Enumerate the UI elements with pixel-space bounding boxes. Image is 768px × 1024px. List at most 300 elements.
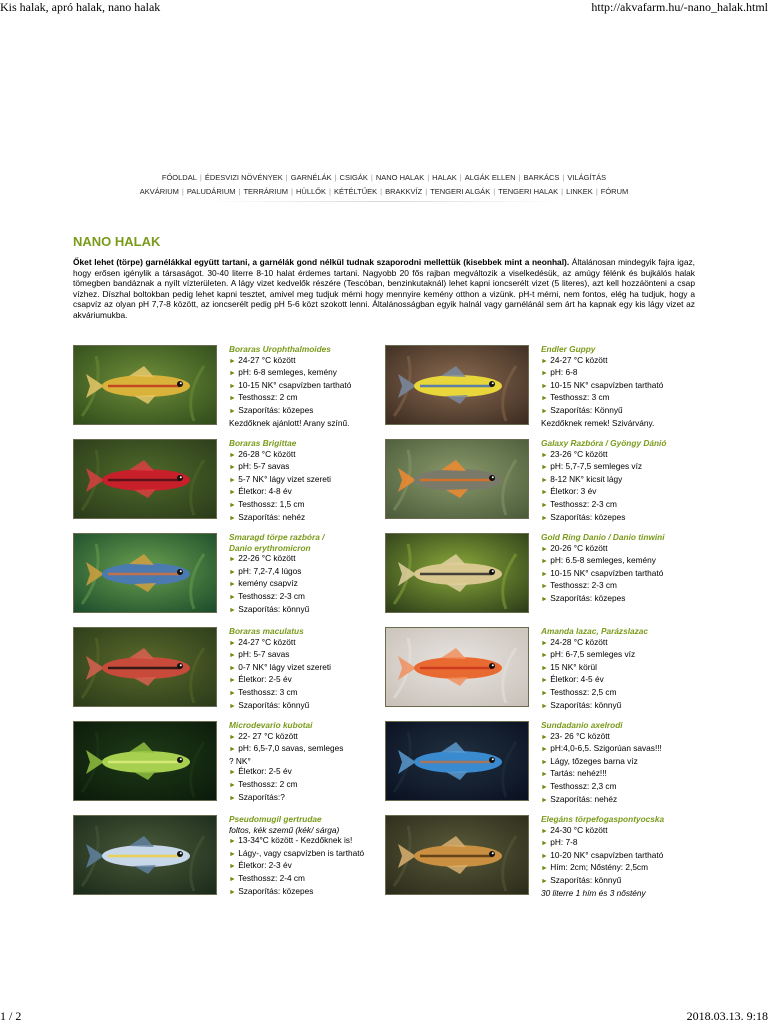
fish-info: [229, 344, 389, 428]
fish-fact: [229, 380, 389, 393]
page-title: Kis halak, apró halak, nano halak: [0, 0, 161, 14]
fish-fact-text: 24-28 °C között: [550, 636, 608, 647]
print-datetime: 2018.03.13. 9:18: [686, 1009, 768, 1023]
nav-separator: |: [425, 187, 428, 196]
fish-photo: [385, 533, 529, 613]
fish-fact-text: Életkor: 2-5 év: [238, 674, 292, 685]
bullet-arrow-icon: ►: [229, 769, 236, 777]
fish-fact-text: 10-15 NK° csapvízben tartható: [550, 379, 664, 390]
fish-fact-text: 10-15 NK° csapvízben tartható: [238, 379, 352, 390]
nav-link[interactable]: CSIGÁK: [339, 173, 368, 182]
nav-link[interactable]: TERRÁRIUM: [243, 187, 289, 196]
fish-fact-text: Szaporítás: közepes: [550, 511, 626, 522]
fish-fact: [229, 687, 389, 700]
nav-link[interactable]: TENGERI ALGÁK: [430, 187, 491, 196]
fish-fact: [229, 731, 389, 744]
fish-fact: [541, 731, 701, 744]
fish-card: [73, 627, 383, 709]
fish-fact-text: 30 literre 1 hím és 3 nőstény: [541, 887, 646, 898]
nav-link[interactable]: ÉDESVIZI NÖVÉNYEK: [204, 173, 283, 182]
fish-fact-text: Szaporítás: Könnyű: [550, 404, 623, 415]
fish-fact-text: Testhossz: 2-3 cm: [238, 590, 305, 601]
nav-link[interactable]: TENGERI HALAK: [498, 187, 559, 196]
fish-fact-text: 24-30 °C között: [550, 824, 608, 835]
fish-fact-text: 13-34°C között - Kezdőknek is!: [238, 835, 353, 846]
fish-fact: [229, 591, 389, 604]
fish-fact: [229, 779, 389, 792]
fish-fact-text: Életkor: 2-3 év: [238, 860, 292, 871]
bullet-arrow-icon: ►: [541, 865, 548, 873]
fish-fact: [229, 474, 389, 487]
fish-fact: [229, 604, 389, 617]
fish-fact-text: Testhossz: 2-3 cm: [550, 580, 617, 591]
bullet-arrow-icon: ►: [541, 382, 548, 390]
fish-fact-text: Életkor: 2-5 év: [238, 766, 292, 777]
bullet-arrow-icon: ►: [541, 746, 548, 754]
nav-separator: |: [238, 187, 241, 196]
fish-photo: [385, 345, 529, 425]
nav-link[interactable]: NANO HALAK: [375, 173, 425, 182]
nav-link[interactable]: BARKÁCS: [523, 173, 560, 182]
fish-fact-text: 24-27 °C között: [238, 354, 296, 365]
nav-separator: |: [285, 173, 288, 182]
bullet-arrow-icon: ►: [229, 370, 236, 378]
fish-fact-text: Testhossz: 3 cm: [238, 686, 298, 697]
fish-fact: [541, 392, 701, 405]
nav-link[interactable]: ALGÁK ELLEN: [464, 173, 516, 182]
nav-separator: |: [329, 187, 331, 196]
fish-fact: [541, 662, 701, 675]
bullet-arrow-icon: ►: [229, 593, 236, 601]
intro-paragraph: [73, 257, 695, 321]
bullet-arrow-icon: ►: [541, 877, 548, 885]
fish-photo: [73, 627, 217, 707]
fish-fact-text: 5-7 NK° lágy vizet szereti: [238, 473, 332, 484]
fish-info: [541, 626, 701, 712]
fish-fact: [229, 637, 389, 650]
fish-fact: [541, 781, 701, 794]
fish-fact: [541, 580, 701, 593]
bullet-arrow-icon: ►: [229, 568, 236, 576]
fish-fact-text: 0-7 NK° lágy vizet szereti: [238, 661, 332, 672]
bullet-arrow-icon: ►: [229, 689, 236, 697]
fish-fact: [229, 848, 389, 861]
fish-fact-text: 10-15 NK° csapvízben tartható: [550, 567, 664, 578]
fish-fact-text: Testhossz: 2-3 cm: [550, 498, 617, 509]
bullet-arrow-icon: ►: [541, 733, 548, 741]
fish-fact: [229, 461, 389, 474]
fish-fact-text: pH: 6-8 semleges, kemény: [238, 367, 337, 378]
fish-fact: [229, 792, 389, 805]
page-number: 1 / 2: [0, 1009, 22, 1023]
fish-fact: [229, 873, 389, 886]
bullet-arrow-icon: ►: [229, 652, 236, 660]
fish-fact: [541, 499, 701, 512]
nav-link[interactable]: LINKEK: [566, 187, 593, 196]
fish-name[interactable]: Boraras Urophthalmoides: [229, 344, 331, 354]
fish-fact: [229, 578, 389, 591]
bullet-arrow-icon: ►: [229, 781, 236, 789]
bullet-arrow-icon: ►: [541, 652, 548, 660]
fish-fact: [229, 860, 389, 873]
bullet-arrow-icon: ►: [229, 639, 236, 647]
bullet-arrow-icon: ►: [541, 852, 548, 860]
fish-fact: [541, 862, 701, 875]
bullet-arrow-icon: ►: [541, 570, 548, 578]
nav-link[interactable]: HALAK: [432, 173, 457, 182]
bullet-arrow-icon: ►: [541, 840, 548, 848]
fish-fact: [229, 835, 389, 848]
fish-fact-text: Szaporítás: közepes: [238, 404, 314, 415]
fish-fact-text: pH: 5-7 savas: [238, 649, 290, 660]
fish-fact: [541, 405, 701, 418]
fish-fact: [229, 449, 389, 462]
fish-fact: [541, 418, 701, 429]
fish-fact: [541, 367, 701, 380]
fish-fact-text: Szaporítás: nehéz: [238, 511, 306, 522]
bullet-arrow-icon: ►: [541, 758, 548, 766]
fish-fact: [541, 875, 701, 888]
nav-separator: |: [380, 187, 383, 196]
fish-fact-text: pH: 6-8: [550, 367, 578, 378]
fish-fact: [229, 512, 389, 525]
page-url[interactable]: http://akvafarm.hu/-nano_halak.html: [591, 0, 768, 14]
fish-card: [73, 345, 383, 427]
fish-info: [229, 626, 389, 712]
fish-fact: [229, 355, 389, 368]
bullet-arrow-icon: ►: [229, 395, 236, 403]
fish-fact: [541, 674, 701, 687]
bullet-arrow-icon: ►: [229, 838, 236, 846]
nav-separator: |: [181, 187, 184, 196]
fish-card: [385, 721, 695, 803]
bullet-arrow-icon: ►: [541, 545, 548, 553]
nav-separator: |: [493, 187, 496, 196]
fish-card: [73, 533, 383, 615]
fish-fact: [229, 499, 389, 512]
intro-bold: Őket lehet (törpe) garnélákkal együtt tartani, a garnélák gond nélkül tudnak szaporodni mellettük (kisebbek mint a neonhal).: [73, 257, 570, 267]
bullet-arrow-icon: ►: [229, 407, 236, 415]
fish-card: [385, 627, 695, 709]
fish-photo: [385, 721, 529, 801]
fish-fact-text: foltos, kék szemű (kék/ sárga): [229, 824, 340, 835]
fish-fact: [229, 367, 389, 380]
fish-fact-text: Testhossz: 2-4 cm: [238, 872, 305, 883]
bullet-arrow-icon: ►: [541, 677, 548, 685]
fish-fact: [229, 566, 389, 579]
fish-fact-text: 23-26 °C között: [550, 448, 608, 459]
fish-fact: [541, 568, 701, 581]
fish-name[interactable]: Danio erythromicron: [229, 542, 311, 553]
nav-separator: |: [562, 173, 565, 182]
nav-link[interactable]: HÜLLŐK: [295, 187, 326, 196]
nav-link[interactable]: PALUDÁRIUM: [186, 187, 236, 196]
nav-link[interactable]: BRAKKVÍZ: [385, 187, 423, 196]
fish-fact-text: 8-12 NK° kicsit lágy: [550, 473, 623, 484]
bullet-arrow-icon: ►: [229, 875, 236, 883]
bullet-arrow-icon: ►: [541, 827, 548, 835]
fish-fact-text: 24-27 °C között: [238, 636, 296, 647]
bullet-arrow-icon: ►: [541, 407, 548, 415]
fish-fact: [541, 794, 701, 807]
bullet-arrow-icon: ►: [229, 514, 236, 522]
fish-fact: [229, 700, 389, 713]
fish-fact-text: 26-28 °C között: [238, 448, 296, 459]
nav-separator: |: [459, 173, 462, 182]
fish-photo: [73, 721, 217, 801]
fish-fact: [541, 649, 701, 662]
fish-fact: [229, 756, 389, 767]
fish-card: [73, 721, 383, 803]
fish-fact-text: Szaporítás: könnyű: [238, 603, 310, 614]
fish-fact-text: pH: 6,5-7,0 savas, semleges: [238, 743, 344, 754]
nav-row-2: [60, 187, 708, 197]
fish-photo: [385, 815, 529, 895]
fish-fact-text: pH: 6-7,5 semleges víz: [550, 649, 636, 660]
fish-card: [385, 815, 695, 897]
fish-fact-text: Testhossz: 2 cm: [238, 778, 298, 789]
bullet-arrow-icon: ►: [541, 476, 548, 484]
fish-fact: [541, 555, 701, 568]
fish-card: [73, 815, 383, 897]
fish-info: [541, 720, 701, 806]
fish-info: [541, 532, 701, 606]
bullet-arrow-icon: ►: [229, 489, 236, 497]
fish-fact-text: pH: 5-7 savas: [238, 461, 290, 472]
fish-fact: [229, 486, 389, 499]
fish-info: [229, 814, 389, 898]
nav-link[interactable]: AKVÁRIUM: [139, 187, 179, 196]
fish-fact-text: Szaporítás: könnyű: [238, 699, 310, 710]
bullet-arrow-icon: ►: [541, 702, 548, 710]
fish-fact: [541, 837, 701, 850]
fish-fact-text: pH: 5,7-7,5 semleges víz: [550, 461, 643, 472]
bullet-arrow-icon: ►: [541, 357, 548, 365]
bullet-arrow-icon: ►: [229, 888, 236, 896]
bullet-arrow-icon: ►: [541, 796, 548, 804]
fish-fact-text: pH: 7,2-7,4 lúgos: [238, 565, 302, 576]
fish-info: [541, 438, 701, 524]
fish-fact: [541, 593, 701, 606]
nav-link[interactable]: VILÁGÍTÁS: [567, 173, 607, 182]
bullet-arrow-icon: ►: [541, 583, 548, 591]
fish-name[interactable]: Smaragd törpe razbóra /: [229, 532, 325, 542]
bullet-arrow-icon: ►: [541, 595, 548, 603]
nav-divider: [210, 201, 558, 202]
fish-fact-text: 22- 27 °C között: [238, 730, 298, 741]
fish-fact-text: Szaporítás:?: [238, 791, 285, 802]
bullet-arrow-icon: ►: [229, 501, 236, 509]
fish-fact-text: Életkor: 4-5 év: [550, 674, 604, 685]
fish-fact: [541, 355, 701, 368]
nav-link[interactable]: KÉTÉLTŰEK: [333, 187, 378, 196]
fish-info: [541, 344, 701, 428]
bullet-arrow-icon: ►: [229, 733, 236, 741]
fish-photo: [73, 533, 217, 613]
fish-fact: [541, 543, 701, 556]
bullet-arrow-icon: ►: [229, 664, 236, 672]
fish-photo: [73, 815, 217, 895]
bullet-arrow-icon: ►: [229, 581, 236, 589]
bullet-arrow-icon: ►: [541, 501, 548, 509]
nav-separator: |: [595, 187, 598, 196]
fish-fact: [229, 743, 389, 756]
fish-fact-text: 22-26 °C között: [238, 553, 296, 564]
fish-fact-text: 10-20 NK° csapvízben tartható: [550, 849, 664, 860]
fish-fact-text: pH: 6.5-8 semleges, kemény: [550, 555, 656, 566]
fish-photo: [385, 439, 529, 519]
fish-photo: [385, 627, 529, 707]
fish-fact: [541, 512, 701, 525]
nav-separator: |: [561, 187, 564, 196]
nav-link[interactable]: FÓRUM: [600, 187, 629, 196]
fish-fact-text: Testhossz: 2 cm: [238, 392, 298, 403]
fish-fact: [541, 888, 701, 899]
fish-fact: [229, 766, 389, 779]
fish-fact: [541, 474, 701, 487]
fish-card: [73, 439, 383, 521]
fish-info: [229, 532, 389, 616]
fish-fact-text: Testhossz: 2,5 cm: [550, 686, 617, 697]
bullet-arrow-icon: ►: [229, 677, 236, 685]
bullet-arrow-icon: ►: [229, 702, 236, 710]
fish-card: [385, 439, 695, 521]
fish-name[interactable]: Gold Ring Danio / Danio tinwini: [541, 532, 665, 542]
fish-fact-text: Hím: 2cm; Nőstény: 2,5cm: [550, 862, 648, 873]
fish-card: [385, 345, 695, 427]
nav-link[interactable]: GARNÉLÁK: [290, 173, 332, 182]
fish-fact: [541, 687, 701, 700]
fish-fact-text: pH:4,0-6,5. Szigorúan savas!!!: [550, 743, 662, 754]
fish-fact-text: Tartás: nehéz!!!: [550, 768, 607, 779]
fish-fact: [229, 662, 389, 675]
fish-info: [229, 438, 389, 524]
nav-separator: |: [291, 187, 293, 196]
fish-name[interactable]: Sundadanio axelrodi: [541, 720, 623, 730]
fish-fact: [229, 649, 389, 662]
fish-fact-text: Szaporítás: könnyű: [550, 699, 622, 710]
fish-fact-text: Testhossz: 3 cm: [550, 392, 610, 403]
bullet-arrow-icon: ►: [541, 639, 548, 647]
fish-fact-text: Életkor: 3 év: [550, 486, 597, 497]
nav-separator: |: [199, 173, 202, 182]
bullet-arrow-icon: ►: [541, 451, 548, 459]
intro-text: Általánosan mindegyik fajra igaz, hogy erősen igénylik a társaságot. 30-40 literre 8-10 halat érdemes tartani. Nagyobb 20 fős rajban megváltozik a viselkedésük, az amúgy félénk és bujkálós halak tömegben bandáznak a nyílt vízterületen. A lágy vizet kedvelők részére (Tescóban, benzinkutaknál) lehet kapni ioncserélt vizet (5 literes), azt kell hozzáönteni a csap vízhez. Díszhal boltokban pedig lehet kapni tesztet, amivel meg tudjuk mérni hogy mennyire kemény otthon a vizünk. pH-t mérni, nem fontos, elég ha tudjuk, hogy a csapvíz az olyan pH 7,7-8 között, az ioncserélt pedig pH 5-6 közt szokott lenni. Általánosságban egyik halnál vagy garnélánál sem árt ha kapnak egy kis lágy vizet az akváriumukba.: [73, 257, 696, 320]
fish-name[interactable]: Elegáns törpefogaspontyocska: [541, 814, 665, 824]
nav-separator: |: [370, 173, 373, 182]
fish-photo: [73, 345, 217, 425]
section-heading: NANO HALAK: [73, 234, 161, 249]
fish-fact-text: 23- 26 °C között: [550, 730, 610, 741]
bullet-arrow-icon: ►: [541, 514, 548, 522]
fish-name[interactable]: Endler Guppy: [541, 344, 596, 354]
fish-fact-text: Kezdőknek remek! Szivárvány.: [541, 417, 655, 428]
fish-fact: [541, 461, 701, 474]
fish-fact-text: kemény csapvíz: [238, 578, 298, 589]
fish-fact: [229, 674, 389, 687]
fish-name[interactable]: Amanda lazac, Parázslazac: [541, 626, 648, 636]
bullet-arrow-icon: ►: [229, 794, 236, 802]
fish-fact-text: ? NK°: [229, 755, 251, 766]
fish-fact: [541, 743, 701, 756]
fish-photo: [73, 439, 217, 519]
fish-fact-text: Szaporítás: közepes: [238, 885, 314, 896]
nav-separator: |: [518, 173, 521, 182]
fish-fact: [229, 418, 389, 429]
nav-separator: |: [334, 173, 337, 182]
fish-info: [229, 720, 389, 804]
nav-separator: |: [427, 173, 430, 182]
fish-fact: [541, 825, 701, 838]
fish-fact-text: Testhossz: 2,3 cm: [550, 780, 617, 791]
bullet-arrow-icon: ►: [229, 606, 236, 614]
fish-name[interactable]: Boraras Brigittae: [229, 438, 297, 448]
fish-card: [385, 533, 695, 615]
bullet-arrow-icon: ►: [541, 464, 548, 472]
fish-fact: [229, 886, 389, 899]
fish-name[interactable]: Microdevario kubotai: [229, 720, 313, 730]
bullet-arrow-icon: ►: [541, 395, 548, 403]
fish-fact-text: 15 NK° körül: [550, 661, 597, 672]
fish-fact: [229, 392, 389, 405]
fish-fact-text: Életkor: 4-8 év: [238, 486, 292, 497]
fish-fact-text: 24-27 °C között: [550, 354, 608, 365]
fish-info: [541, 814, 701, 898]
fish-fact-text: Lágy-, vagy csapvízben is tartható: [238, 847, 365, 858]
bullet-arrow-icon: ►: [229, 556, 236, 564]
bullet-arrow-icon: ►: [229, 476, 236, 484]
fish-fact-text: Szaporítás: közepes: [550, 592, 626, 603]
fish-fact: [229, 405, 389, 418]
fish-fact: [541, 380, 701, 393]
fish-name[interactable]: Boraras maculatus: [229, 626, 304, 636]
fish-fact: [541, 768, 701, 781]
bullet-arrow-icon: ►: [229, 382, 236, 390]
fish-fact: [541, 486, 701, 499]
bullet-arrow-icon: ►: [541, 771, 548, 779]
nav-row-1: [60, 173, 708, 183]
nav-link[interactable]: FŐOLDAL: [161, 173, 197, 182]
bullet-arrow-icon: ►: [229, 464, 236, 472]
bullet-arrow-icon: ►: [541, 664, 548, 672]
bullet-arrow-icon: ►: [229, 863, 236, 871]
bullet-arrow-icon: ►: [541, 783, 548, 791]
fish-fact: [541, 850, 701, 863]
bullet-arrow-icon: ►: [229, 850, 236, 858]
fish-fact-text: 20-26 °C között: [550, 542, 608, 553]
fish-fact-text: Testhossz: 1,5 cm: [238, 498, 305, 509]
bullet-arrow-icon: ►: [541, 558, 548, 566]
fish-fact: [229, 825, 389, 836]
fish-fact-text: Lágy, tőzeges barna víz: [550, 755, 638, 766]
bullet-arrow-icon: ►: [229, 451, 236, 459]
fish-name[interactable]: Galaxy Razbóra / Gyöngy Dánió: [541, 438, 667, 448]
fish-fact: [541, 700, 701, 713]
fish-fact-text: pH: 7-8: [550, 837, 578, 848]
fish-fact: [541, 637, 701, 650]
bullet-arrow-icon: ►: [541, 689, 548, 697]
fish-fact-text: Szaporítás: könnyű: [550, 874, 622, 885]
fish-fact: [541, 756, 701, 769]
fish-fact-text: Kezdőknek ajánlott! Arany színű.: [229, 417, 350, 428]
bullet-arrow-icon: ►: [229, 357, 236, 365]
fish-fact: [229, 553, 389, 566]
fish-name[interactable]: Pseudomugil gertrudae: [229, 814, 322, 824]
fish-fact: [541, 449, 701, 462]
fish-fact-text: Szaporítás: nehéz: [550, 793, 618, 804]
bullet-arrow-icon: ►: [541, 370, 548, 378]
bullet-arrow-icon: ►: [229, 746, 236, 754]
